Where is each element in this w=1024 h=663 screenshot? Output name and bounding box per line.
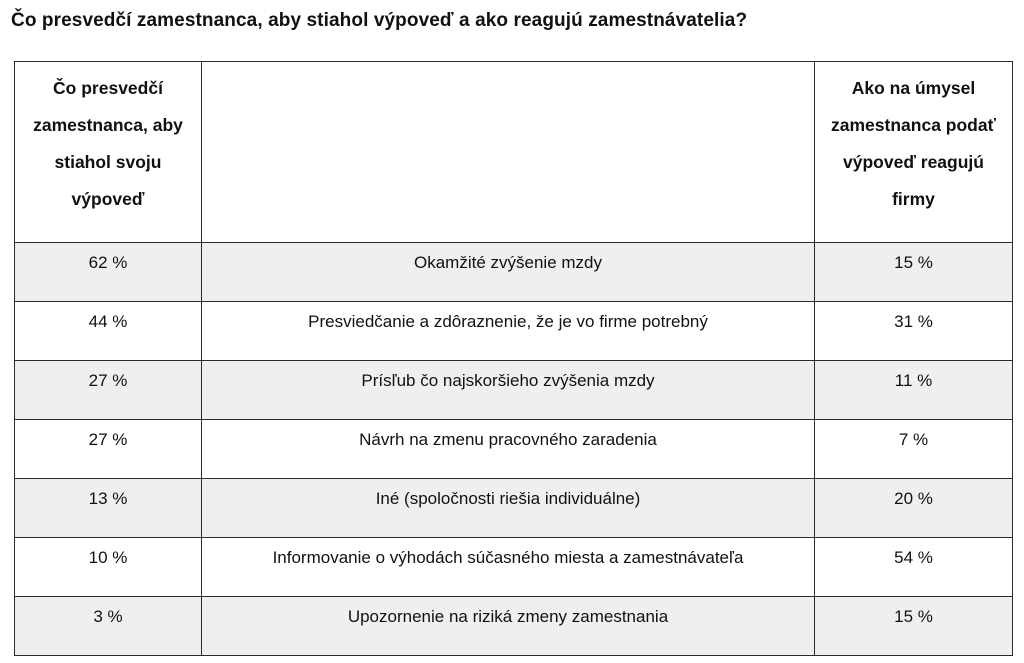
cell-company-percent: 15 % (815, 597, 1013, 656)
page-title: Čo presvedčí zamestnanca, aby stiahol výpoveď a ako reagujú zamestnávatelia? (11, 10, 748, 31)
table-row (15, 538, 1013, 597)
cell-employee-percent: 10 % (15, 538, 202, 597)
table-row (15, 361, 1013, 420)
table-row (15, 479, 1013, 538)
cell-company-percent: 20 % (815, 479, 1013, 538)
cell-company-percent: 54 % (815, 538, 1013, 597)
cell-measure: Okamžité zvýšenie mzdy (202, 243, 815, 302)
header-employee-persuasion: Čo presvedčí zamestnanca, aby stiahol svoju výpoveď (15, 62, 202, 243)
table-row (15, 243, 1013, 302)
table-row (15, 420, 1013, 479)
cell-employee-percent: 44 % (15, 302, 202, 361)
cell-measure: Upozornenie na riziká zmeny zamestnania (202, 597, 815, 656)
survey-table (14, 61, 1013, 656)
cell-employee-percent: 27 % (15, 361, 202, 420)
cell-measure: Iné (spoločnosti riešia individuálne) (202, 479, 815, 538)
cell-measure: Prísľub čo najskoršieho zvýšenia mzdy (202, 361, 815, 420)
header-measure (202, 62, 815, 243)
cell-measure: Informovanie o výhodách súčasného miesta a zamestnávateľa (202, 538, 815, 597)
table-row (15, 597, 1013, 656)
cell-employee-percent: 27 % (15, 420, 202, 479)
cell-employee-percent: 3 % (15, 597, 202, 656)
table-header-row (15, 62, 1013, 243)
cell-company-percent: 7 % (815, 420, 1013, 479)
cell-employee-percent: 62 % (15, 243, 202, 302)
header-company-reaction: Ako na úmysel zamestnanca podať výpoveď reagujú firmy (815, 62, 1013, 243)
table-row (15, 302, 1013, 361)
cell-company-percent: 11 % (815, 361, 1013, 420)
cell-company-percent: 31 % (815, 302, 1013, 361)
cell-employee-percent: 13 % (15, 479, 202, 538)
cell-company-percent: 15 % (815, 243, 1013, 302)
cell-measure: Návrh na zmenu pracovného zaradenia (202, 420, 815, 479)
cell-measure: Presviedčanie a zdôraznenie, že je vo firme potrebný (202, 302, 815, 361)
